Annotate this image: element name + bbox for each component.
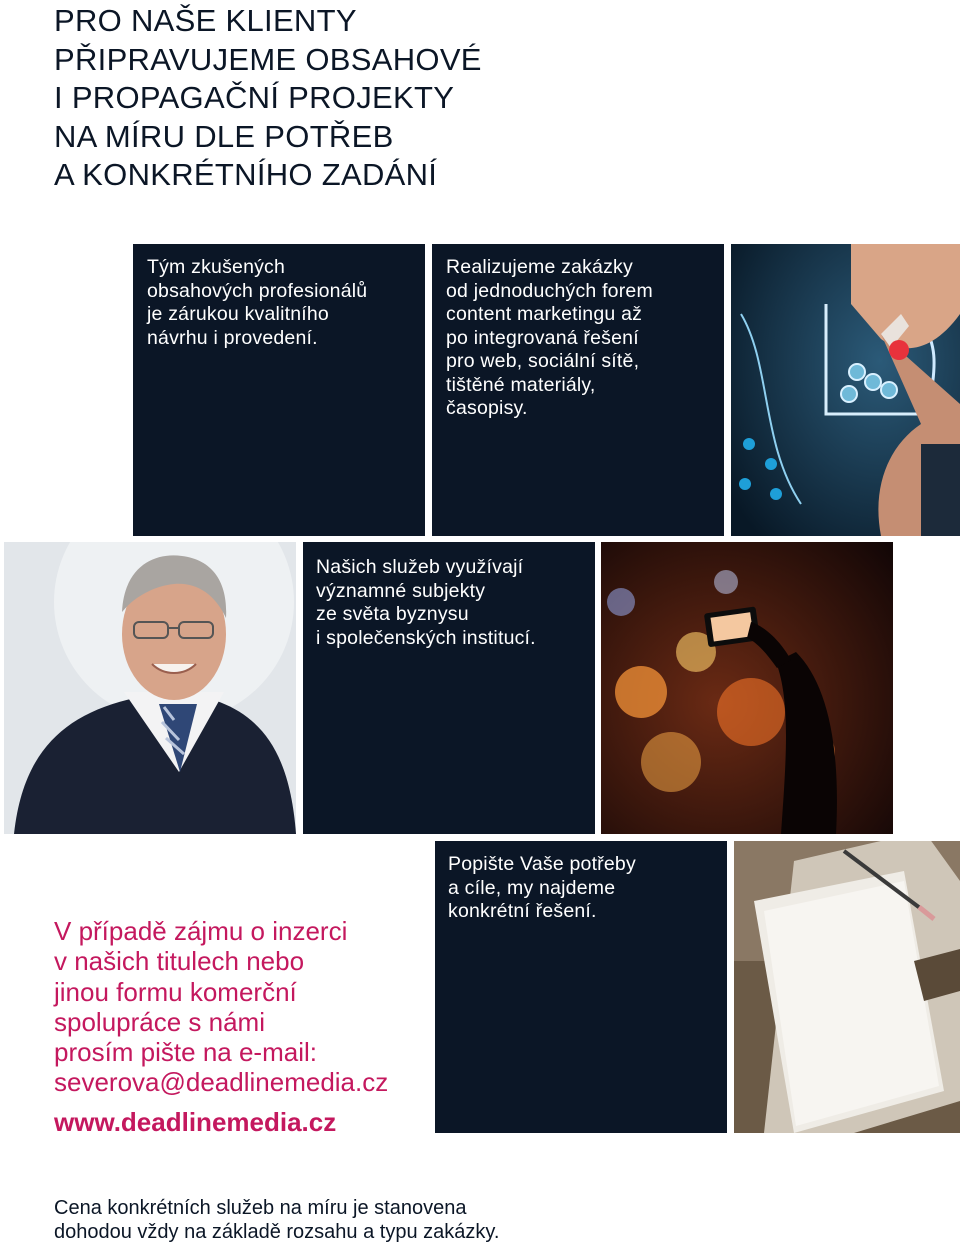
page-heading: PRO NAŠE KLIENTY PŘIPRAVUJEME OBSAHOVÉ I PROPAGAČNÍ PROJEKTY NA MÍRU DLE POTŘEB A KONKRÉTNÍHO ZADÁNÍ bbox=[54, 3, 482, 192]
footer-note: Cena konkrétních služeb na míru je stanovena dohodou vždy na základě rozsahu a typu zakázky. bbox=[54, 1197, 500, 1243]
businessman-portrait-illustration bbox=[4, 542, 296, 834]
tile-team-text: Tým zkušených obsahových profesionálů je zárukou kvalitního návrhu i provedení. bbox=[147, 256, 368, 349]
tile-needs bbox=[435, 841, 727, 1133]
blank-paper-illustration bbox=[734, 841, 960, 1133]
tile-needs-text: Popište Vaše potřeby a cíle, my najdeme konkrétní řešení. bbox=[448, 853, 636, 922]
photo-blank-paper bbox=[734, 841, 960, 1133]
photo-concert-crowd bbox=[601, 542, 893, 834]
contact-text: V případě zájmu o inzerci v našich titulech nebo jinou formu komerční spolupráce s námi prosím pište na e-mail: severova@deadlinemedia.cz bbox=[54, 916, 389, 1098]
concert-crowd-illustration bbox=[601, 542, 893, 834]
tile-clients bbox=[303, 542, 595, 834]
tile-clients-text: Našich služeb využívají významné subjekty ze světa byznysu i společenských institucí. bbox=[316, 556, 536, 649]
photo-hand-drawing-chart bbox=[731, 244, 960, 536]
website-link[interactable]: www.deadlinemedia.cz bbox=[54, 1107, 337, 1137]
tile-services-text: Realizujeme zakázky od jednoduchých forem content marketingu až po integrovaná řešení pro web, sociální sítě, tištěné materiály, časopisy. bbox=[446, 256, 653, 419]
tile-services bbox=[432, 244, 724, 536]
hand-drawing-chart-illustration bbox=[731, 244, 960, 536]
tile-team bbox=[133, 244, 425, 536]
photo-businessman-portrait bbox=[4, 542, 296, 834]
